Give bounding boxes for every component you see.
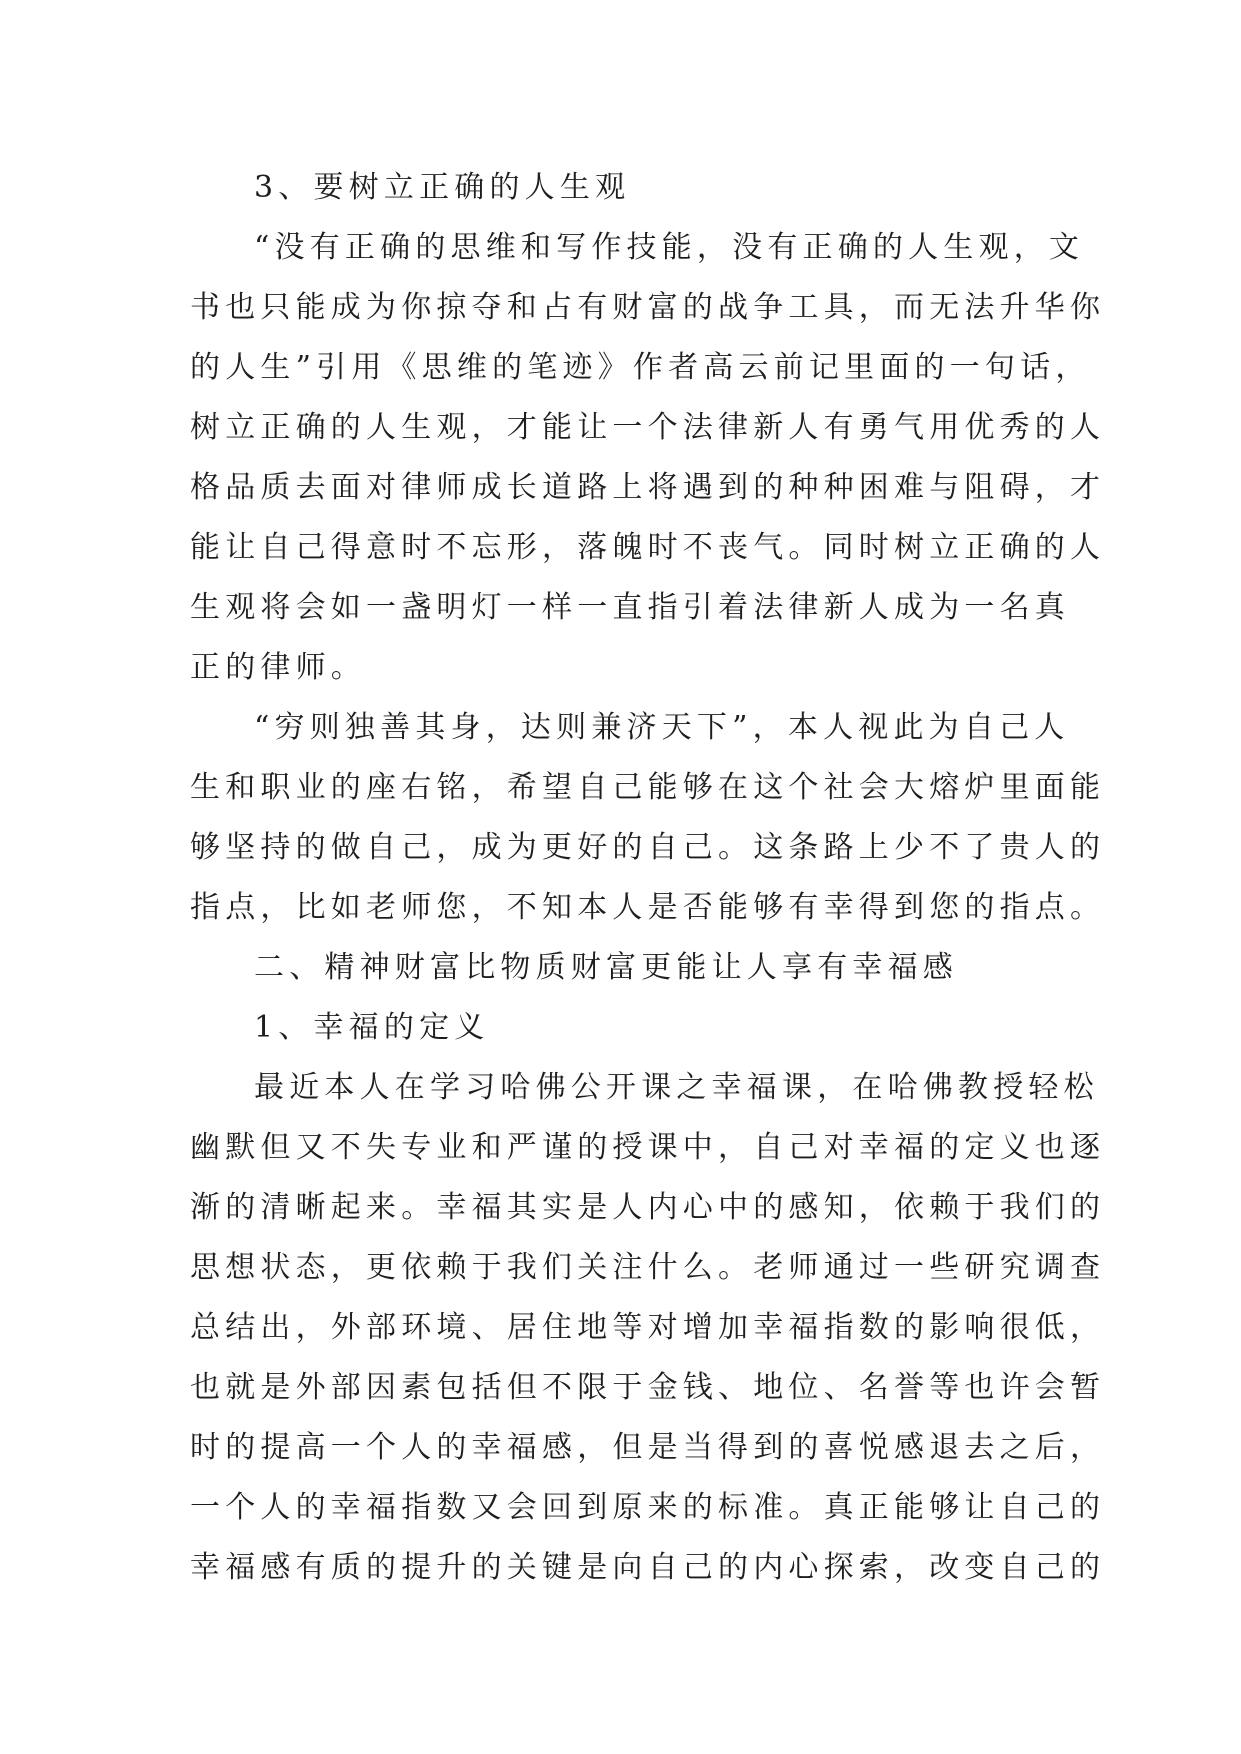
paragraph-line: 一个人的幸福指数又会回到原来的标准。真正能够让自己的 bbox=[190, 1490, 1106, 1525]
heading-line: 3、要树立正确的人生观 bbox=[254, 170, 631, 205]
paragraph-line: 生和职业的座右铭，希望自己能够在这个社会大熔炉里面能 bbox=[190, 770, 1106, 805]
paragraph-line: 正的律师。 bbox=[190, 650, 366, 685]
paragraph-line: 树立正确的人生观，才能让一个法律新人有勇气用优秀的人 bbox=[190, 410, 1106, 445]
paragraph-line: 够坚持的做自己，成为更好的自己。这条路上少不了贵人的 bbox=[190, 830, 1106, 865]
paragraph-line: 总结出，外部环境、居住地等对增加幸福指数的影响很低， bbox=[190, 1310, 1106, 1345]
paragraph-line: 幽默但又不失专业和严谨的授课中，自己对幸福的定义也逐 bbox=[190, 1130, 1106, 1165]
paragraph-line: 的人生”引用《思维的笔迹》作者高云前记里面的一句话， bbox=[190, 350, 1091, 385]
document-body bbox=[190, 158, 1106, 1598]
paragraph-line: 能让自己得意时不忘形，落魄时不丧气。同时树立正确的人 bbox=[190, 530, 1106, 565]
paragraph-line: “没有正确的思维和写作技能，没有正确的人生观，文 bbox=[254, 230, 1085, 265]
paragraph-line: 也就是外部因素包括但不限于金钱、地位、名誉等也许会暂 bbox=[190, 1370, 1106, 1405]
paragraph-line: 最近本人在学习哈佛公开课之幸福课，在哈佛教授轻松 bbox=[254, 1070, 1099, 1105]
paragraph-line: 幸福感有质的提升的关键是向自己的内心探索，改变自己的 bbox=[190, 1550, 1106, 1585]
paragraph-line: 时的提高一个人的幸福感，但是当得到的喜悦感退去之后， bbox=[190, 1430, 1106, 1465]
paragraph-line: 格品质去面对律师成长道路上将遇到的种种困难与阻碍，才 bbox=[190, 470, 1106, 505]
paragraph-line: 书也只能成为你掠夺和占有财富的战争工具，而无法升华你 bbox=[190, 290, 1106, 325]
paragraph-line: 生观将会如一盏明灯一样一直指引着法律新人成为一名真 bbox=[190, 590, 1070, 625]
paragraph-line: 渐的清晰起来。幸福其实是人内心中的感知，依赖于我们的 bbox=[190, 1190, 1106, 1225]
paragraph-line: 指点，比如老师您，不知本人是否能够有幸得到您的指点。 bbox=[190, 890, 1106, 925]
paragraph-line: “穷则独善其身，达则兼济天下”，本人视此为自己人 bbox=[254, 710, 1070, 745]
heading-line: 二、精神财富比物质财富更能让人享有幸福感 bbox=[254, 950, 958, 985]
paragraph-line: 思想状态，更依赖于我们关注什么。老师通过一些研究调查 bbox=[190, 1250, 1106, 1285]
heading-line: 1、幸福的定义 bbox=[254, 1010, 490, 1045]
